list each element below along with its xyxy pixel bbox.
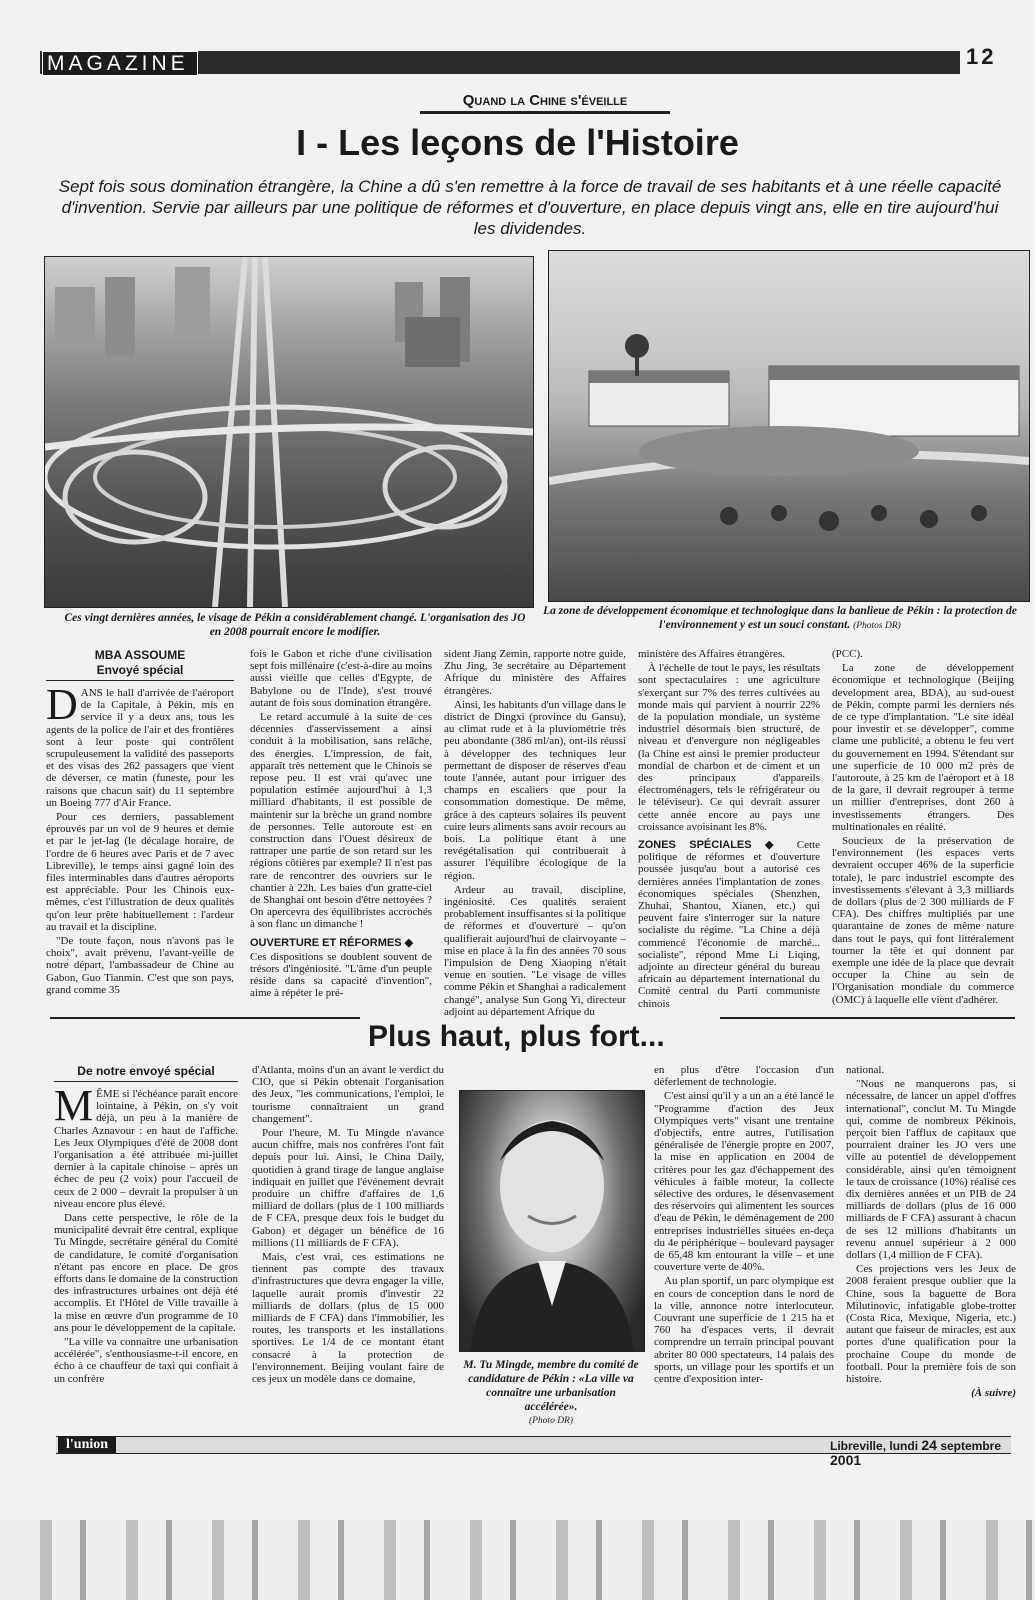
page-number: 12: [966, 44, 997, 69]
kicker: Quand la Chine s'éveille: [420, 92, 670, 114]
article2-col2-p1: d'Atlanta, moins d'un an avant le verdict du CIO, que si Pékin obtenait l'organisation des Jeux, "les communications, l'emploi, le tourisme connaîtraient un grand changement".: [252, 1064, 444, 1125]
article2-col1: [54, 1064, 238, 1434]
article1-col5-p2: La zone de développement économique et technologique (Beijing development area, BDA), au sud-ouest de Pékin, compte parmi les derniers nés de ce type d'implantation. "Le site idéal pour investir et se développer", comme clame une publicité, a obtenu le feu vert du gouvernement en 1994. S'étendant sur une superficie de 10 000 m2 près de l'autoroute, à 25 km de l'aéroport et à 18 de la gare, il devrait regrouper à terme un millier d'entreprises, dont 260 à investissements étrangers. Des multinationales en réalité.: [832, 662, 1014, 833]
footer-dateline: [830, 1438, 1035, 1468]
footer-day: 24: [921, 1437, 937, 1453]
article2-col2: [252, 1064, 444, 1434]
article1-col3: [444, 648, 626, 1020]
portrait-credit: (Photo DR): [528, 1416, 574, 1426]
article2-col1-p1: ÊME si l'échéance paraît encore lointaine, à Pékin, on s'y voit déjà, un peu à la manière de Charles Aznavour : en haut de l'affiche. Les Jeux Olympiques d'été de 2008 dont l'organisation a été attribuée mi-juillet dernier à la capitale chinoise – après un échec de peu (2 voix) pour l'accueil de ceux de 2 000 – devrait la propulser à un niveau encore plus élevé.: [54, 1088, 238, 1210]
article2-paragraph: [54, 1081, 238, 1210]
footer-city: Libreville,: [830, 1439, 887, 1453]
article2-col4-p3: Ces projections vers les Jeux de 2008 feraient presque oublier que la Chine, sous la baguette de Bora Milutinovic, infatigable globe-trotter (Costa Rica, Mexique, Nigeria, etc.) autant que faiseur de miracles, est aux portes d'une qualification pour la prochaine Coupe du monde de football. Pour la première fois de son histoire.: [846, 1263, 1016, 1386]
article1-col4-p1: ministère des Affaires étrangères.: [638, 648, 786, 660]
portrait-illustration: [460, 1091, 644, 1351]
byline-role: Envoyé spécial: [96, 663, 184, 677]
article2-col2-p3: Mais, c'est vrai, ces estimations ne tiennent pas compte des travaux d'infrastructures que devra engager la ville, laquelle aurait promis d'investir 22 milliards de dollars (plus de 15 000 milliards de F CFA) dans l'immobilier, les routes, les transports et les installations sportives. Le 1/4 de ce montant étant consacré à la protection de l'environnement. Beijing voulant faire de ces jeux un modèle dans ce domaine,: [252, 1251, 444, 1386]
footer-year: 2001: [830, 1452, 862, 1468]
footer-month: septembre: [940, 1439, 1002, 1453]
article1-col4-p2: À l'échelle de tout le pays, les résultats sont spectaculaires : une agriculture s'exerçant sur 7% des terres cultivées au monde mais qui parvient à nourrir 22% de la population mondiale, un système industriel désormais bien structuré, de niveau et d'envergure non négligeables (la Chine est ainsi le premier producteur mondial de charbon et de ciment et un des principaux d'appareils électroménagers, tels le réfrigérateur ou le téléviseur). Ce qui devrait assurer cette année encore au pays une croissance avoisinant les 8%.: [638, 662, 820, 833]
article1-col5: [832, 648, 1014, 1020]
article1-col1-p2: Pour ces derniers, passablement éprouvés par un vol de 9 heures et demie et par le jet-lag (le décalage horaire, de l'ordre de 6 heures avec Paris et de 7 avec Libreville), le temps ainsi gagné loin des files interminables dans d'autres aéroports est appréciable. Pour les Chinois eux-mêmes, c'est l'illustration de deux qualités qu'on leur prête habituellement : l'ardeur au travail et la discipline.: [46, 811, 234, 933]
article2-col3-p1: en plus d'être l'occasion d'un déferlement de technologie.: [654, 1064, 834, 1089]
article2-col4-p2: "Nous ne manquerons pas, si nécessaire, de lancer un appel d'offres international", conclut M. Tu Mingde qui, comme de nombreux Pékinois, perçoit bien l'afflux de capitaux que pourraient drainer les JO vers une ville au potentiel de développement considérable, ainsi qu'en témoignent le taux de croissance (10%) réalisé ces dix dernières années et un PIB de 24 milliards de dollars (plus de 16 000 milliards de F CFA) assurant à chacun de ses 12 millions d'habitants un revenu annuel supérieur à 2 000 dollars (1,4 million de F CFA).: [846, 1078, 1016, 1262]
footer-weekday: lundi: [889, 1439, 919, 1453]
right-photo-caption: [540, 604, 1020, 633]
article1-col1-p3: "De toute façon, nous n'avons pas le choix", avait prévenu, l'avant-veille de notre départ, l'ambassadeur de Chine au Gabon, Guo Tianmin. C'est que son pays, grand comme 35: [46, 935, 234, 996]
article1-col1-p1: ANS le hall d'arrivée de l'aéroport de la Capitale, à Pékin, mis en service il y a deux ans, tous les agents de la police de l'air et des frontières sont à leur poste qui contrôlent scrupuleusement la validité des passeports et des visas des 262 passagers que vient de déverser, ce matin (funeste, pour les raisons que chacun sait) du 11 septembre un Boeing 777 d'Air France.: [46, 687, 234, 809]
portrait-caption: [459, 1358, 643, 1428]
industrial-zone-illustration: [549, 251, 1029, 601]
article1-col3-p1: sident Jiang Zemin, rapporte notre guide, Zhu Jing, 3e secrétaire au Département Afrique du ministère des Affaires étrangères.: [444, 648, 626, 697]
industrial-zone-photo: [548, 250, 1030, 602]
article1-col2-p3: Ces dispositions se doublent souvent de trésors d'ingéniosité. "L'âme d'un peuple réside dans sa capacité d'invention", aime à répéter le pré-: [250, 950, 432, 1000]
article2-dropcap: M: [54, 1081, 94, 1130]
scanner-background: [0, 1520, 1035, 1600]
byline-name: MBA ASSOUME: [94, 648, 186, 662]
article1-col1: [46, 648, 234, 1020]
article2-col1-p2: Dans cette perspective, le rôle de la municipalité devrait être central, explique Tu Mingde, secrétaire général du Comité de candidature, le comité d'organisation n'étant pas encore en place. De gros efforts dans le domaine de la construction des infrastructures urbaines ont déjà été accomplis. Et l'Hôtel de Ville travaille à la mise en œuvre d'un programme de 10 ans pour le développement de la capitale.: [54, 1212, 238, 1334]
article2-col4: [846, 1064, 1016, 1434]
headline: I - Les leçons de l'Histoire: [296, 122, 739, 163]
article1-col5-p1: (PCC).: [832, 648, 863, 660]
dropcap: D: [46, 680, 78, 729]
section-divider-right: [720, 1017, 1015, 1019]
right-photo-credit: (Photos DR): [853, 621, 901, 631]
article1-byline: [46, 648, 234, 681]
article1-paragraph: [46, 680, 234, 809]
highway-interchange-photo: [44, 256, 534, 608]
article2-col2-p2: Pour l'heure, M. Tu Mingde n'avance aucun chiffre, mais nos confrères l'ont fait depuis pour lui. Ainsi, le China Daily, quotidien à grand tirage de langue anglaise indiquait en juillet que l'événement devrait produire un chiffre d'affaires de 1,6 milliard de dollars (plus de 1 100 milliards de F CFA, presque deux fois le budget du Gabon) et dégager un bénéfice de 16 millions (11 milliards de F CFA).: [252, 1127, 444, 1249]
paper-name: l'union: [58, 1436, 116, 1453]
article2-col4-p1: national.: [846, 1064, 885, 1076]
article1-col5-p3: Soucieux de la préservation de l'environnement (les espaces verts devraient occuper 46% de la superficie totale), le parc industriel escompte des investissements s'élevant à 3,3 milliards de dollars (plus de 2 300 milliards de F CFA). Des chiffres multipliés par une quarantaine de zones de même nature dans tout le pays, qui font littéralement tourner la tête et qui donnent par exemple une idée de la place que devrait occuper la Chine au sein de l'Organisation mondiale du commerce (OMC) à laquelle elle vient d'adhérer.: [832, 835, 1014, 1006]
article2-headline: Plus haut, plus fort...: [368, 1020, 665, 1053]
article1-col4-p3: [638, 839, 820, 1010]
article1-col2-p2: Le retard accumulé à la suite de ces décennies d'asservissement a ainsi conduit à la mobilisation, sans relâche, des énergies. L'impression, de fait, apparaît très nettement que le Chinois se repose peu. Il est vrai qu'avec une population estimée aujourd'hui à 1,3 milliard d'habitants, il est possible de maintenir sur la brèche un grand nombre de personnes. Telle autoroute est en construction dans l'Ouest désireux de rattraper une partie de son retard sur les régions côtières par exemple? Il n'est pas rare de rencontrer des ouvriers sur le chantier à 22h. Les baies d'un gratte-ciel de Shanghai ont besoin d'être nettoyées ? On apercevra des équilibristes accrochés à son flanc un dimanche !: [250, 711, 432, 931]
section-label: MAGAZINE: [42, 51, 198, 76]
article1-col2: [250, 648, 432, 1020]
section-divider-left: [50, 1017, 360, 1019]
article2-col1-p3: "La ville va connaître une urbanisation accélérée", s'enthousiasme-t-il encore, en écho à ce chauffeur de taxi qui confiait à un confrère: [54, 1336, 238, 1385]
article1-col4: [638, 648, 820, 1020]
portrait-photo: [459, 1090, 645, 1352]
deck: Sept fois sous domination étrangère, la Chine a dû s'en remettre à la force de travail de ses habitants et à une réelle capacité d'invention. Servie par ailleurs par une politique de réformes et d'ouverture, en place depuis vingt ans, elle en tire aujourd'hui les dividendes.: [58, 177, 1002, 238]
subhead-ouverture: OUVERTURE ET RÉFORMES ◆: [250, 936, 414, 949]
article1-col3-p2: Ainsi, les habitants d'un village dans le district de Dingxi (province du Gansu), au climat rude et à la pluviométrie très peu abondante (386 ml/an), ont-ils réussi à développer des techniques leur permettant de disposer de réserves d'eau toute l'année, autant pour irriguer des champs en escaliers que pour la consommation domestique. De même, grâce à des capteurs solaires ils peuvent cuire leurs aliments sans avoir recours au bois. La politique étant à une revégétalisation qui contribuerait à assurer l'équilibre écologique de la région.: [444, 698, 626, 882]
to-be-continued: (À suivre): [971, 1387, 1016, 1400]
article2-col3-p2: C'est ainsi qu'il y a un an a été lancé le "Programme d'action des Jeux Olympiques verts" visant une trentaine d'objectifs, entre autres, l'utilisation généralisée de l'énergie propre en 2007, la mise en application en 2004 de critères pour les gaz d'échappement des véhicules à faible moteur, la collecte sélective des ordures, le désenvasement des réservoirs qui alimentent les sources d'eau de Pékin, le déménagement de 200 entreprises industrielles situées en-deça du 4e périphérique – boulevard paysager de 65,48 km entourant la ville – et une couverture verte de 40%.: [654, 1090, 834, 1274]
article2-byline: De notre envoyé spécial: [54, 1064, 238, 1082]
article1-col4-p3-text: Cette politique de réformes et d'ouverture poussée jusqu'au bout a autorisé ces dernières années l'implantation de zones économiques spéciales (Shenzhen, Zhuhai, Shantou, Xianen, etc.) qui peuvent faire s'interroger sur la nature socialiste du régime. "La Chine a déjà commencé l'économie de marché... socialiste", répond Mme Li Liqing, adjointe au directeur général du bureau africain au département international du Comité central du Parti communiste chinois: [638, 839, 820, 1010]
article1-col3-p3: Ardeur au travail, discipline, ingéniosité. Ces qualités seraient probablement insuffisantes si la politique de réformes et d'ouverture – qu'on qualifierait aujourd'hui de clairvoyante – mise en place à la fin des années 70 sous l'impulsion de Deng Xiaoping n'était venue en soutien. "Le visage de villes comme Pékin et Shanghai a radicalement changé", analyse Sun Gong Yi, directeur adjoint au département Afrique du: [444, 883, 626, 1018]
right-photo-caption-text: La zone de développement économique et technologique dans la banlieue de Pékin : la protection de l'environnement y est un souci constant.: [543, 605, 1017, 631]
article1-col2-p1: fois le Gabon et riche d'une civilisation sept fois millénaire (c'est-à-dire au moins aussi vieille que celles d'Egypte, de Babylone ou de l'Inde), s'est trouvé autant de fois sous domination étrangère.: [250, 648, 432, 709]
subhead-zones: ZONES SPÉCIALES ◆: [638, 839, 784, 852]
article2-col3: [654, 1064, 834, 1434]
article2-col3-p3: Au plan sportif, un parc olympique est en cours de conception dans le nord de la ville, annonce notre interlocuteur. Couvrant une superficie de 1 215 ha et 760 ha d'espaces verts, il devrait comprendre un terrain principal pouvant abriter 80 000 spectateurs, 14 palais des sports, un village pour les sportifs et un centre d'exposition inter-: [654, 1275, 834, 1386]
highway-illustration: [45, 257, 533, 607]
left-photo-caption: Ces vingt dernières années, le visage de Pékin a considérablement changé. L'organisation des JO en 2008 pourrait encore le modifier.: [64, 612, 526, 638]
portrait-caption-text: M. Tu Mingde, membre du comité de candidature de Pékin : «La ville va connaître une urbanisation accélérée».: [463, 1359, 639, 1413]
